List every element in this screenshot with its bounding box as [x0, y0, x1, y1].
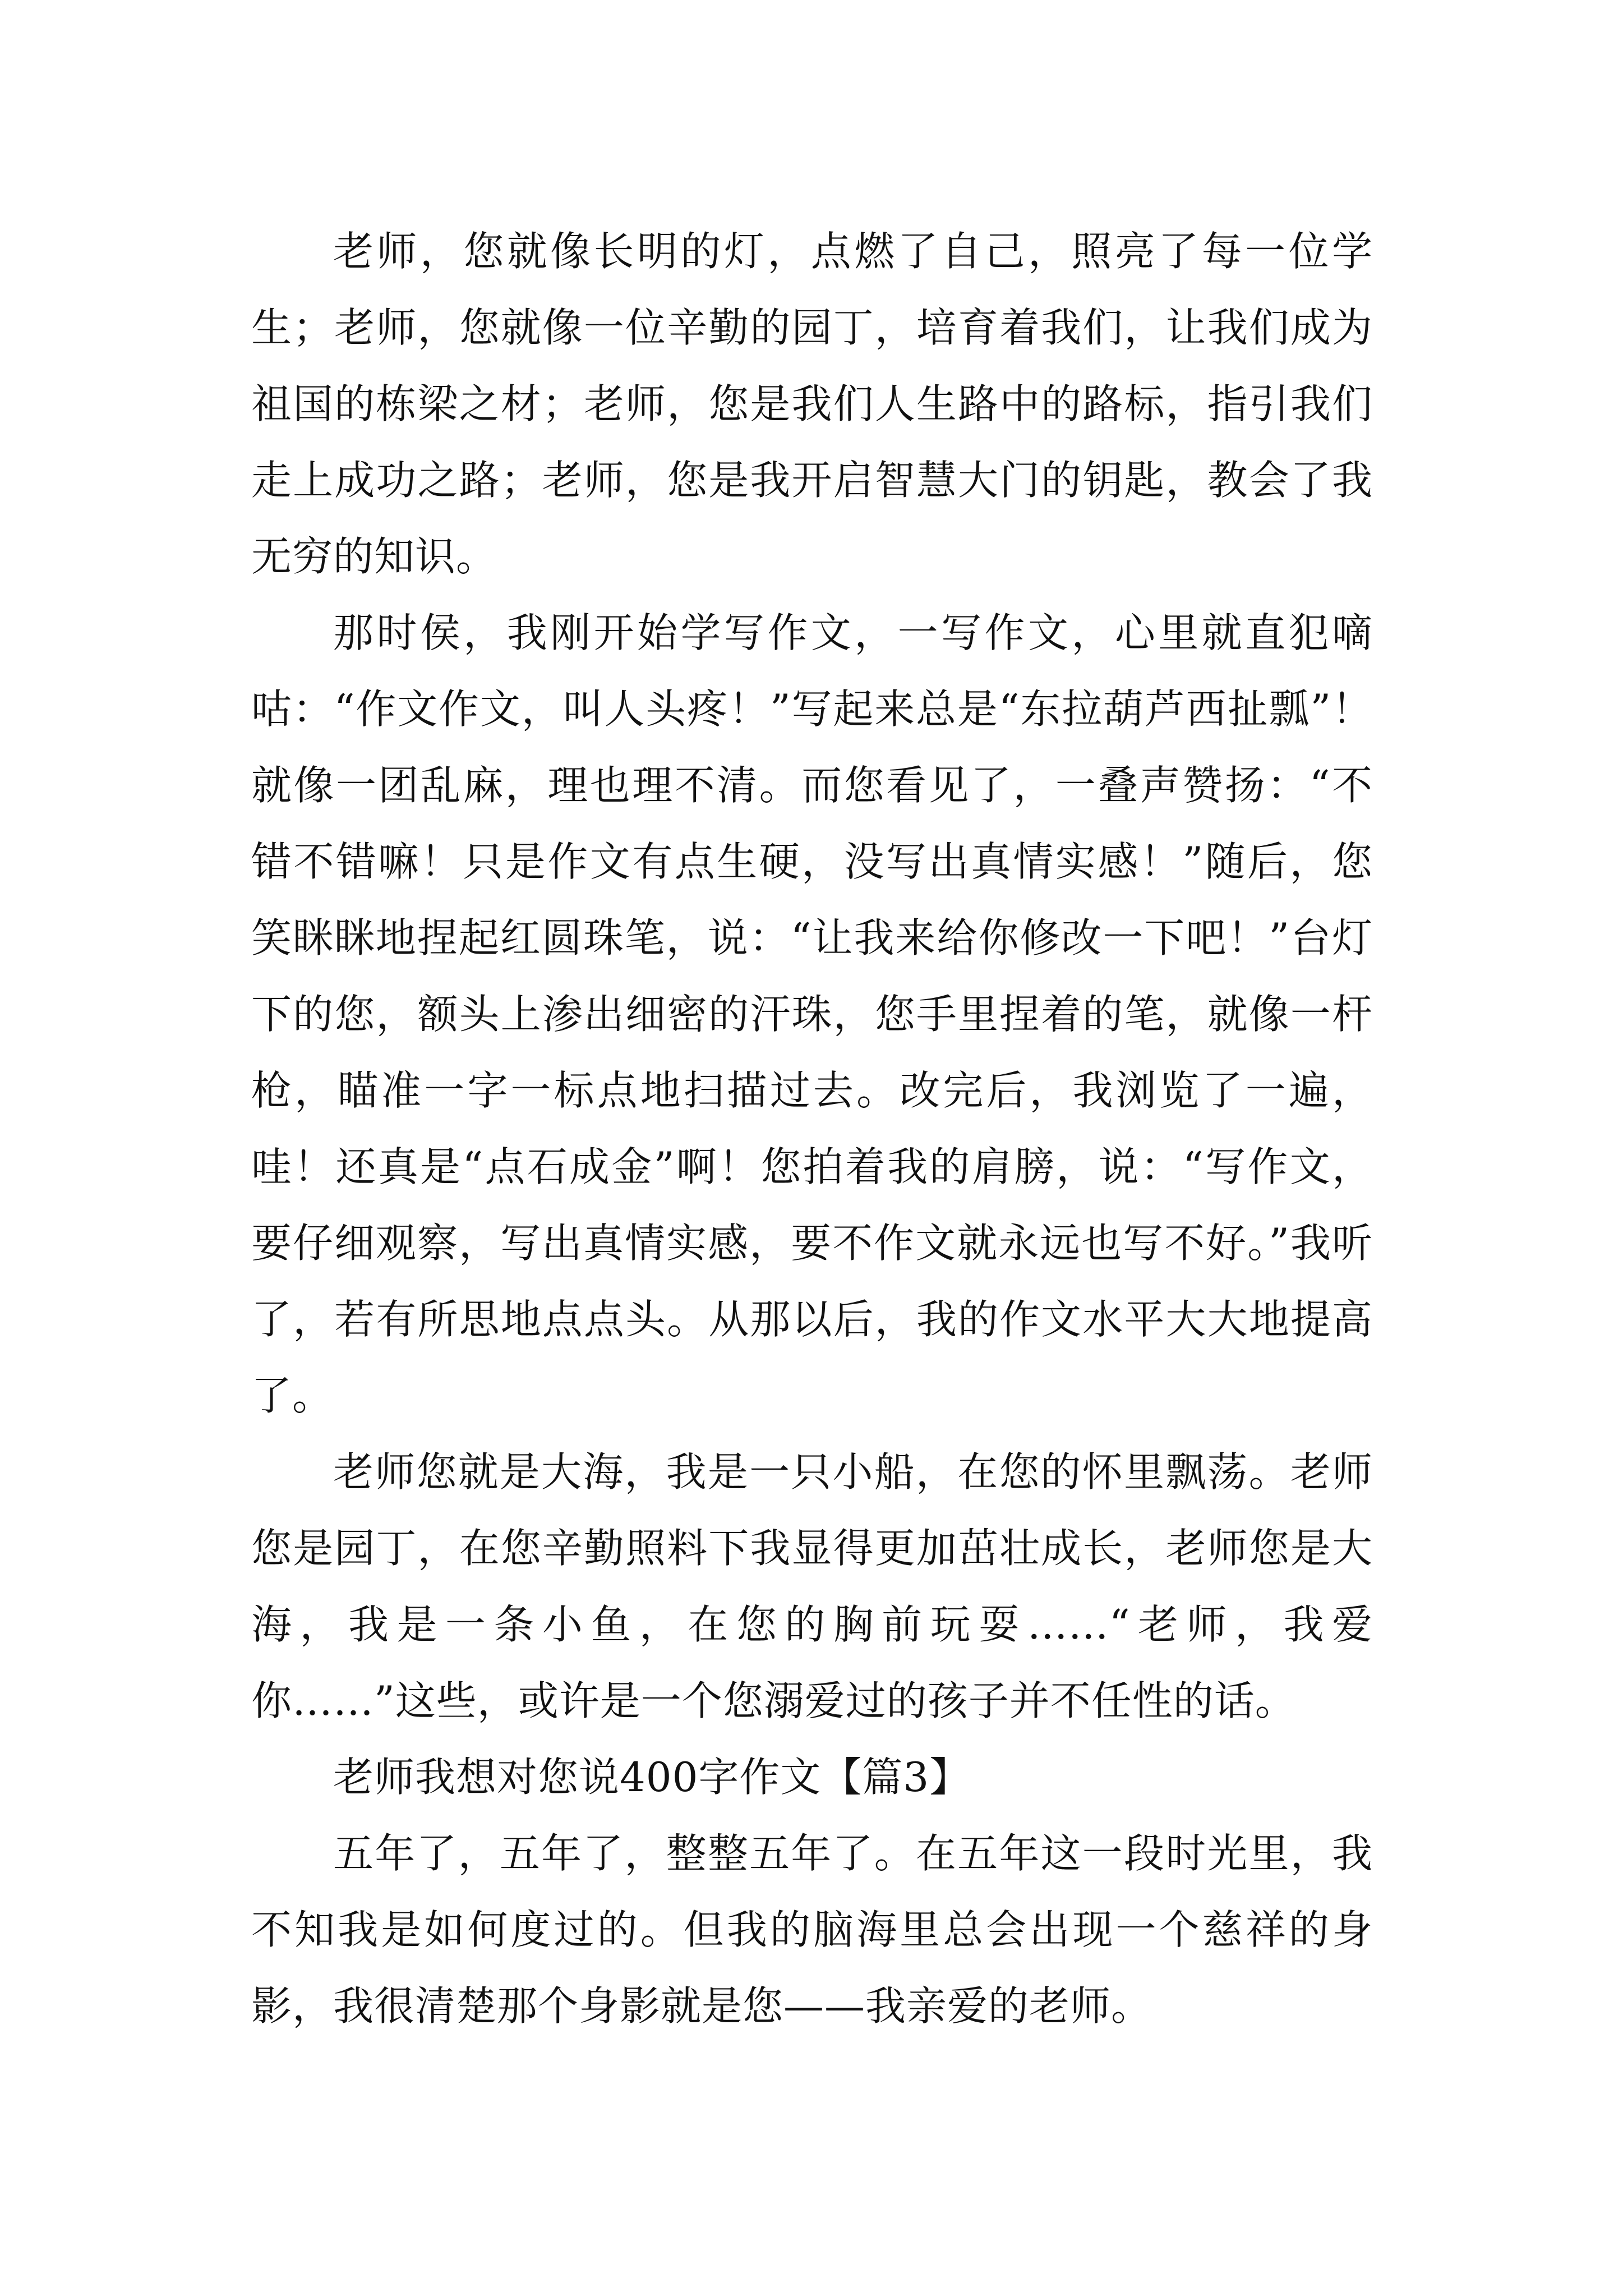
section-heading: 老师我想对您说400字作文【篇3】 [333, 1754, 971, 1801]
paragraph-2: 那时侯，我刚开始学写作文，一写作文，心里就直犯嘀咕：“作文作文，叫人头疼！”写起来总是“东拉葫芦西扯瓢”！就像一团乱麻，理也理不清。而您看见了，一叠声赞扬：“不错不错嘛！只是作文有点生硬，没写出真情实感！”随后，您笑眯眯地捏起红圆珠笔，说：“让我来给你修改一下吧！”台灯下的您，额头上渗出细密的汗珠，您手里捏着的笔，就像一杆枪，瞄准一字一标点地扫描过去。改完后，我浏览了一遍，哇！还真是“点石成金”啊！您拍着我的肩膀，说：“写作文，要仔细观察，写出真情实感，要不作文就永远也写不好。”我听了，若有所思地点点头。从那以后，我的作文水平大大地提高了。 [251, 609, 1373, 1419]
paragraph-1: 老师，您就像长明的灯，点燃了自己，照亮了每一位学生；老师，您就像一位辛勤的园丁，培育着我们，让我们成为祖国的栋梁之材；老师，您是我们人生路中的路标，指引我们走上成功之路；老师，您是我开启智慧大门的钥匙，教会了我无穷的知识。 [251, 228, 1373, 580]
paragraph-4: 五年了，五年了，整整五年了。在五年这一段时光里，我不知我是如何度过的。但我的脑海里总会出现一个慈祥的身影，我很清楚那个身影就是您——我亲爱的老师。 [251, 1830, 1373, 2030]
paragraph-3: 老师您就是大海，我是一只小船，在您的怀里飘荡。老师您是园丁，在您辛勤照料下我显得更加茁壮成长，老师您是大海，我是一条小鱼，在您的胸前玩耍……“老师，我爱你……”这些，或许是一个您溺爱过的孩子并不任性的话。 [251, 1448, 1373, 1724]
document-page [251, 213, 1373, 2044]
